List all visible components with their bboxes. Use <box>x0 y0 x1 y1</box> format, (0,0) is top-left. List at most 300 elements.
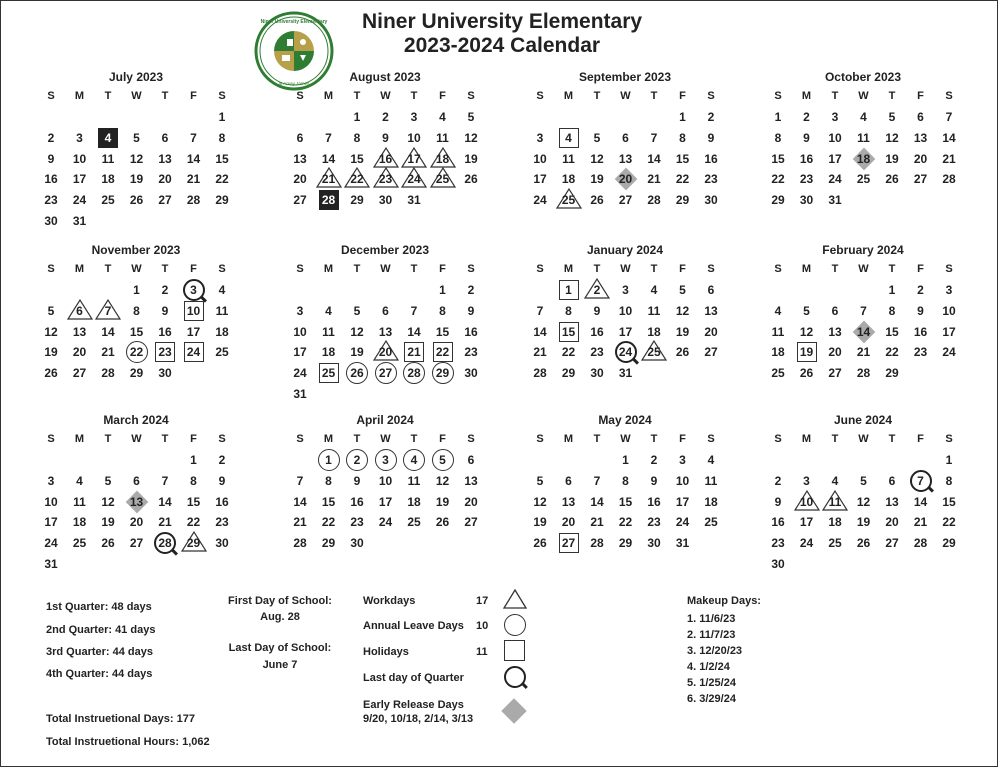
month-title: March 2024 <box>103 413 169 427</box>
day-number: 11 <box>857 130 870 145</box>
day-cell <box>373 169 399 189</box>
day-cell <box>851 107 877 127</box>
day-cell <box>67 149 93 169</box>
day-cell <box>613 322 639 342</box>
day-number: 20 <box>158 172 172 187</box>
day-number: 26 <box>101 536 115 551</box>
first-day-value: Aug. 28 <box>260 611 300 623</box>
weekday-header: W <box>620 263 631 275</box>
weekday-header: T <box>161 263 169 275</box>
total-days-stat: Total Instruetional Days: 177 <box>46 713 195 725</box>
day-cell <box>879 512 905 532</box>
day-cell <box>765 169 791 189</box>
day-cell <box>209 471 235 491</box>
day-number: 31 <box>618 366 633 381</box>
day-number: 9 <box>161 303 169 318</box>
weekday-header: T <box>888 263 896 275</box>
day-cell <box>698 492 724 512</box>
month-calendar <box>38 243 234 423</box>
day-number: 4 <box>774 303 782 318</box>
month-calendar <box>527 413 723 593</box>
day-number: 12 <box>435 473 450 488</box>
day-cell <box>822 533 848 553</box>
square-outline-icon <box>504 640 525 661</box>
day-cell <box>765 471 791 491</box>
day-number: 20 <box>885 515 899 530</box>
day-cell <box>556 322 582 342</box>
day-number: 22 <box>675 172 690 187</box>
day-cell <box>152 363 178 383</box>
day-number: 27 <box>464 515 478 530</box>
day-number: 13 <box>129 494 144 509</box>
day-number: 28 <box>407 366 421 381</box>
day-cell <box>794 107 820 127</box>
day-number: 17 <box>293 345 307 360</box>
day-number: 4 <box>831 473 839 488</box>
day-number: 22 <box>186 515 201 530</box>
day-cell <box>95 128 121 148</box>
day-cell <box>38 363 64 383</box>
weekday-header: S <box>47 433 55 445</box>
day-cell <box>67 363 93 383</box>
day-cell <box>458 450 484 470</box>
day-cell <box>458 128 484 148</box>
day-cell <box>584 149 610 169</box>
day-number: 5 <box>133 130 140 145</box>
day-cell <box>344 492 370 512</box>
day-number: 20 <box>618 172 633 187</box>
day-cell <box>95 342 121 362</box>
day-cell <box>344 322 370 342</box>
day-number: 23 <box>771 536 785 551</box>
day-cell <box>316 342 342 362</box>
day-number: 6 <box>831 303 839 318</box>
day-number: 29 <box>350 193 364 208</box>
day-cell <box>641 149 667 169</box>
day-cell <box>641 169 667 189</box>
day-number: 16 <box>158 324 172 339</box>
day-number: 18 <box>435 151 450 166</box>
day-number: 4 <box>325 303 332 318</box>
day-cell <box>458 342 484 362</box>
day-number: 27 <box>72 366 87 381</box>
day-number: 26 <box>799 366 814 381</box>
day-cell <box>556 471 582 491</box>
legend-annual-leave-count: 10 <box>476 620 489 632</box>
day-number: 14 <box>158 494 172 509</box>
day-number: 2 <box>774 473 782 488</box>
day-number: 17 <box>44 515 58 530</box>
day-cell <box>67 533 93 553</box>
weekday-header: F <box>917 433 924 445</box>
day-number: 17 <box>72 172 87 187</box>
day-number: 1 <box>679 110 686 124</box>
month-calendar <box>765 70 961 250</box>
day-cell <box>936 512 962 532</box>
day-number: 31 <box>72 214 87 228</box>
day-number: 19 <box>464 151 478 166</box>
day-cell <box>670 149 696 169</box>
day-number: 6 <box>133 473 140 488</box>
day-cell <box>95 190 121 210</box>
day-cell <box>152 149 178 169</box>
day-number: 16 <box>771 515 785 530</box>
day-number: 22 <box>321 515 336 530</box>
weekday-header: W <box>858 433 869 445</box>
day-cell <box>556 533 582 553</box>
day-number: 27 <box>378 366 393 381</box>
day-number: 14 <box>407 324 421 339</box>
weekday-header: W <box>380 263 391 275</box>
day-number: 28 <box>647 193 661 208</box>
day-cell <box>794 471 820 491</box>
day-cell <box>152 190 178 210</box>
weekday-header: T <box>353 90 361 102</box>
day-number: 3 <box>803 473 810 488</box>
day-cell <box>458 301 484 321</box>
day-number: 31 <box>828 193 842 208</box>
day-cell <box>556 363 582 383</box>
day-cell <box>152 512 178 532</box>
day-number: 1 <box>622 453 629 467</box>
day-cell <box>124 471 150 491</box>
day-cell <box>401 128 427 148</box>
day-number: 5 <box>47 303 55 318</box>
weekday-header: T <box>353 263 361 275</box>
day-number: 9 <box>917 303 924 318</box>
makeup-item: 6. 3/29/24 <box>687 693 736 705</box>
day-number: 1 <box>133 283 140 297</box>
day-cell <box>430 450 456 470</box>
day-cell <box>344 301 370 321</box>
day-cell <box>124 322 150 342</box>
day-number: 17 <box>799 515 814 530</box>
day-number: 3 <box>296 303 304 318</box>
day-cell <box>908 107 934 127</box>
day-number: 28 <box>913 536 928 551</box>
day-cell <box>152 280 178 300</box>
day-number: 9 <box>650 473 658 488</box>
day-cell <box>822 363 848 383</box>
day-number: 16 <box>350 494 364 509</box>
day-cell <box>401 450 427 470</box>
day-number: 30 <box>647 536 661 551</box>
day-cell <box>401 190 427 210</box>
day-number: 4 <box>650 283 658 297</box>
day-number: 19 <box>799 345 814 360</box>
day-cell <box>794 492 820 512</box>
day-number: 2 <box>218 453 226 467</box>
day-cell <box>908 301 934 321</box>
day-cell <box>613 533 639 553</box>
day-number: 7 <box>325 130 332 145</box>
day-number: 21 <box>186 172 201 187</box>
day-cell <box>613 169 639 189</box>
day-number: 19 <box>675 324 690 339</box>
day-cell <box>851 149 877 169</box>
day-cell <box>641 280 667 300</box>
day-cell <box>584 322 610 342</box>
day-number: 14 <box>647 151 661 166</box>
day-number: 26 <box>856 536 871 551</box>
day-cell <box>181 149 207 169</box>
weekday-header: S <box>467 433 475 445</box>
day-number: 1 <box>190 453 197 467</box>
day-number: 27 <box>129 536 144 551</box>
day-cell <box>794 128 820 148</box>
day-number: 19 <box>129 172 144 187</box>
day-number: 20 <box>913 151 928 166</box>
day-cell <box>670 301 696 321</box>
day-number: 24 <box>828 172 842 187</box>
day-number: 20 <box>129 515 144 530</box>
day-number: 23 <box>44 193 58 208</box>
day-cell <box>287 533 313 553</box>
day-cell <box>458 471 484 491</box>
day-cell <box>67 211 93 231</box>
day-number: 30 <box>704 193 718 208</box>
weekday-header: F <box>917 90 924 102</box>
day-number: 17 <box>407 151 421 166</box>
day-number: 8 <box>622 473 629 488</box>
day-number: 8 <box>565 303 572 318</box>
weekday-header: M <box>323 263 334 275</box>
day-cell <box>936 128 962 148</box>
day-cell <box>344 450 370 470</box>
month-calendar <box>527 70 723 250</box>
day-number: 11 <box>704 473 718 488</box>
day-number: 27 <box>618 193 633 208</box>
day-cell <box>152 301 178 321</box>
day-cell <box>316 149 342 169</box>
day-number: 24 <box>533 193 547 208</box>
day-cell <box>287 471 313 491</box>
weekday-header: W <box>858 263 869 275</box>
day-number: 13 <box>704 303 718 318</box>
makeup-title: Makeup Days: <box>687 595 761 607</box>
day-cell <box>879 533 905 553</box>
day-number: 19 <box>590 172 604 187</box>
day-cell <box>38 301 64 321</box>
day-number: 13 <box>464 473 478 488</box>
weekday-header: S <box>945 90 953 102</box>
weekday-header: F <box>439 433 446 445</box>
day-number: 7 <box>945 110 953 124</box>
weekday-header: F <box>439 263 446 275</box>
day-cell <box>879 280 905 300</box>
day-number: 27 <box>704 345 718 360</box>
day-number: 12 <box>533 494 547 509</box>
day-number: 13 <box>293 151 307 166</box>
day-cell <box>527 128 553 148</box>
day-number: 5 <box>467 110 475 124</box>
day-number: 31 <box>293 387 307 401</box>
day-cell <box>316 169 342 189</box>
day-number: 12 <box>590 151 604 166</box>
weekday-header: F <box>439 90 446 102</box>
day-cell <box>641 128 667 148</box>
day-cell <box>316 363 342 383</box>
day-cell <box>124 149 150 169</box>
day-number: 18 <box>101 172 115 187</box>
day-cell <box>152 342 178 362</box>
day-cell <box>613 280 639 300</box>
day-number: 26 <box>533 536 547 551</box>
title-school-name: Niner University Elementary <box>361 10 643 33</box>
day-number: 26 <box>129 193 144 208</box>
day-number: 23 <box>590 345 604 360</box>
weekday-header: M <box>563 433 574 445</box>
day-cell <box>851 533 877 553</box>
day-number: 15 <box>321 494 336 509</box>
legend-annual-leave-label: Annual Leave Days <box>363 620 464 632</box>
day-number: 17 <box>186 324 201 339</box>
day-number: 15 <box>561 324 576 339</box>
day-number: 18 <box>704 494 718 509</box>
day-number: 30 <box>771 557 785 571</box>
day-cell <box>765 301 791 321</box>
day-number: 28 <box>293 536 307 551</box>
day-cell <box>670 280 696 300</box>
day-cell <box>38 190 64 210</box>
circle-outline-icon <box>504 614 526 636</box>
day-number: 13 <box>618 151 633 166</box>
day-cell <box>181 128 207 148</box>
day-number: 21 <box>942 151 956 166</box>
day-number: 16 <box>590 324 604 339</box>
day-number: 3 <box>945 283 953 297</box>
day-number: 28 <box>321 193 336 208</box>
day-cell <box>879 471 905 491</box>
day-number: 31 <box>407 193 421 208</box>
day-cell <box>316 301 342 321</box>
day-cell <box>209 128 235 148</box>
day-number: 7 <box>593 473 601 488</box>
day-cell <box>287 384 313 404</box>
day-cell <box>936 280 962 300</box>
day-number: 17 <box>533 172 547 187</box>
day-cell <box>209 492 235 512</box>
weekday-header: S <box>296 90 304 102</box>
day-cell <box>373 492 399 512</box>
month-title: October 2023 <box>824 70 902 84</box>
day-cell <box>124 533 150 553</box>
day-number: 11 <box>215 303 229 318</box>
day-cell <box>527 533 553 553</box>
logo-text: Niner University Elementary <box>260 19 328 25</box>
day-number: 19 <box>885 151 899 166</box>
day-cell <box>344 533 370 553</box>
day-cell <box>613 363 639 383</box>
day-cell <box>373 342 399 362</box>
day-number: 1 <box>774 110 782 124</box>
day-cell <box>209 342 235 362</box>
day-number: 20 <box>72 345 87 360</box>
day-cell <box>698 342 724 362</box>
logo-subtext: at Amay James <box>278 81 310 86</box>
weekday-header: T <box>831 90 839 102</box>
day-number: 15 <box>435 324 450 339</box>
day-number: 3 <box>410 110 418 124</box>
day-number: 17 <box>618 324 633 339</box>
day-number: 26 <box>885 172 899 187</box>
day-number: 19 <box>435 494 450 509</box>
day-number: 15 <box>885 324 899 339</box>
day-cell <box>556 512 582 532</box>
day-cell <box>287 169 313 189</box>
day-cell <box>38 149 64 169</box>
day-number: 8 <box>945 473 953 488</box>
day-number: 27 <box>913 172 928 187</box>
title-year: 2023-2024 Calendar <box>403 34 601 57</box>
day-number: 2 <box>47 130 55 145</box>
day-cell <box>822 322 848 342</box>
weekday-header: S <box>218 263 226 275</box>
day-cell <box>698 280 724 300</box>
day-cell <box>287 301 313 321</box>
day-cell <box>527 169 553 189</box>
day-cell <box>765 554 791 574</box>
weekday-header: S <box>218 433 226 445</box>
weekday-header: W <box>380 433 391 445</box>
day-number: 12 <box>799 324 814 339</box>
day-cell <box>613 512 639 532</box>
legend-early-release-label: Early Release Days <box>363 699 464 711</box>
weekday-header: M <box>323 433 334 445</box>
day-number: 8 <box>218 130 226 145</box>
day-cell <box>908 322 934 342</box>
day-number: 27 <box>293 193 307 208</box>
day-cell <box>181 322 207 342</box>
weekday-header: F <box>190 433 197 445</box>
day-cell <box>936 471 962 491</box>
day-cell <box>556 342 582 362</box>
month-calendar <box>38 413 234 593</box>
day-cell <box>584 190 610 210</box>
month-calendar <box>765 243 961 423</box>
day-number: 28 <box>590 536 604 551</box>
day-cell <box>95 322 121 342</box>
day-cell <box>95 492 121 512</box>
day-cell <box>430 149 456 169</box>
day-number: 23 <box>158 345 172 360</box>
day-cell <box>209 107 235 127</box>
day-cell <box>124 342 150 362</box>
day-number: 18 <box>72 515 87 530</box>
day-cell <box>316 322 342 342</box>
weekday-header: M <box>563 90 574 102</box>
day-number: 5 <box>439 453 446 467</box>
day-number: 1 <box>565 283 572 297</box>
day-cell <box>287 512 313 532</box>
day-number: 14 <box>101 324 115 339</box>
day-cell <box>287 149 313 169</box>
month-title: December 2023 <box>340 243 430 257</box>
day-cell <box>124 301 150 321</box>
weekday-header: T <box>888 90 896 102</box>
day-number: 29 <box>942 536 956 551</box>
day-cell <box>401 363 427 383</box>
weekday-header: W <box>620 433 631 445</box>
day-number: 3 <box>679 453 686 467</box>
day-number: 12 <box>101 494 115 509</box>
day-cell <box>698 128 724 148</box>
day-cell <box>908 512 934 532</box>
day-number: 28 <box>533 366 547 381</box>
day-number: 27 <box>158 193 172 208</box>
day-cell <box>38 322 64 342</box>
day-number: 9 <box>707 130 715 145</box>
